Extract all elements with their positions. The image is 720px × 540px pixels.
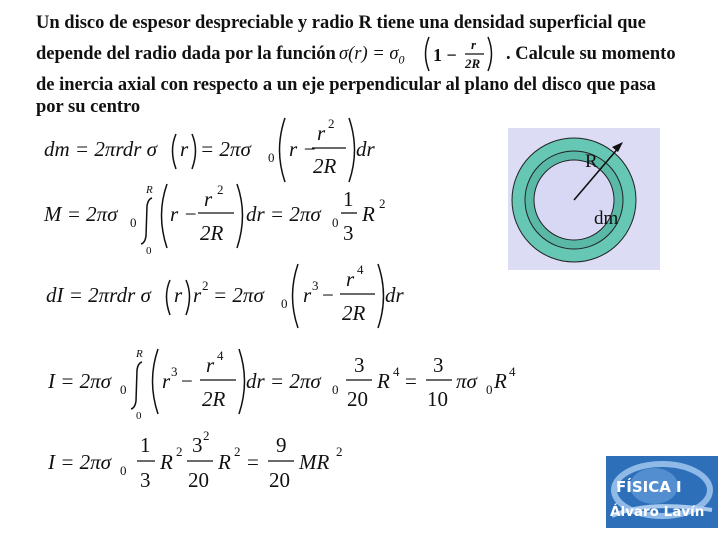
svg-text:R: R — [136, 348, 143, 360]
svg-text:= 2πσ: = 2πσ — [200, 137, 251, 161]
svg-text:2R: 2R — [342, 301, 366, 325]
svg-text:4: 4 — [217, 348, 224, 363]
svg-text:0: 0 — [332, 382, 339, 397]
problem-line-2-prefix: depende del radio dada por la función — [36, 44, 336, 64]
svg-text:2R: 2R — [465, 56, 481, 71]
svg-text:2R: 2R — [200, 221, 224, 245]
equation-mass — [43, 182, 386, 257]
svg-text:2: 2 — [379, 196, 386, 211]
svg-text:R: R — [494, 369, 507, 393]
svg-text:2: 2 — [176, 444, 183, 459]
svg-text:2: 2 — [336, 444, 343, 459]
svg-text:MR: MR — [299, 450, 330, 474]
svg-text:1 −: 1 − — [433, 45, 457, 65]
radius-label: R — [585, 151, 598, 172]
fisica-logo — [606, 456, 718, 528]
svg-text:2: 2 — [217, 182, 224, 197]
svg-text:3: 3 — [192, 433, 203, 457]
disk-diagram — [508, 128, 660, 270]
equation-inertia-integral — [47, 348, 516, 422]
svg-text:=: = — [247, 450, 259, 474]
svg-text:dr = 2πσ: dr = 2πσ — [246, 369, 321, 393]
problem-line-1: Un disco de espesor despreciable y radio R tiene una densidad superficial que — [36, 13, 646, 33]
svg-text:3: 3 — [433, 353, 444, 377]
svg-text:0: 0 — [120, 382, 127, 397]
svg-text:2R: 2R — [313, 154, 337, 178]
equation-dm — [44, 116, 376, 182]
svg-text:2: 2 — [234, 444, 241, 459]
svg-text:10: 10 — [427, 387, 448, 411]
svg-text:3: 3 — [171, 364, 178, 379]
svg-text:2: 2 — [328, 116, 335, 131]
svg-text:20: 20 — [188, 468, 209, 492]
svg-text:R: R — [362, 202, 375, 226]
svg-text:= 2πσ: = 2πσ — [213, 283, 264, 307]
svg-text:3: 3 — [343, 221, 354, 245]
svg-text:M = 2πσ: M = 2πσ — [44, 202, 118, 226]
svg-text:r: r — [204, 187, 213, 211]
svg-text:0: 0 — [146, 245, 152, 257]
equation-inertia-final — [47, 428, 343, 492]
svg-text:0: 0 — [281, 296, 288, 311]
svg-text:0: 0 — [120, 463, 127, 478]
svg-text:I = 2πσ: I = 2πσ — [48, 450, 112, 474]
svg-text:r: r — [162, 369, 171, 393]
svg-text:2: 2 — [203, 428, 210, 443]
svg-text:R: R — [146, 184, 153, 196]
svg-text:0: 0 — [268, 150, 275, 165]
svg-text:0: 0 — [130, 215, 137, 230]
svg-text:r: r — [303, 283, 312, 307]
problem-line-4: por su centro — [36, 97, 141, 117]
svg-text:r: r — [174, 283, 183, 307]
sigma-function: $\sigma(r) = \sigma_0$ — [339, 44, 405, 67]
svg-text:4: 4 — [393, 364, 400, 379]
logo-title: FÍSICA I — [616, 478, 682, 496]
svg-text:9: 9 — [276, 433, 287, 457]
svg-text:3: 3 — [312, 278, 319, 293]
svg-text:r: r — [206, 353, 215, 377]
svg-text:R: R — [377, 369, 390, 393]
svg-text:dr = 2πσ: dr = 2πσ — [246, 202, 321, 226]
svg-text:dr: dr — [385, 283, 404, 307]
svg-text:1: 1 — [343, 187, 354, 211]
svg-text:r: r — [346, 267, 355, 291]
svg-text:r: r — [471, 37, 477, 52]
svg-text:πσ: πσ — [456, 369, 477, 393]
svg-text:4: 4 — [357, 262, 364, 277]
svg-text:0: 0 — [486, 382, 493, 397]
svg-text:R: R — [160, 450, 173, 474]
svg-text:3: 3 — [354, 353, 365, 377]
svg-text:1: 1 — [140, 433, 151, 457]
svg-text:0: 0 — [332, 215, 339, 230]
equation-dI — [46, 262, 405, 328]
problem-line-3: de inercia axial con respecto a un eje perpendicular al plano del disco que pasa — [36, 75, 656, 95]
svg-text:r: r — [317, 121, 326, 145]
svg-text:r −: r − — [170, 202, 198, 226]
svg-text:=: = — [405, 369, 417, 393]
problem-line-2-suffix: . Calcule su momento — [506, 44, 676, 64]
svg-text:r: r — [193, 283, 202, 307]
svg-text:2: 2 — [202, 278, 209, 293]
logo-author: Álvaro Lavín — [610, 504, 705, 520]
dm-label: dm — [594, 208, 619, 229]
svg-text:20: 20 — [347, 387, 368, 411]
svg-text:−: − — [322, 283, 334, 307]
svg-text:I = 2πσ: I = 2πσ — [48, 369, 112, 393]
svg-text:R: R — [218, 450, 231, 474]
svg-text:dr: dr — [356, 137, 375, 161]
svg-text:2R: 2R — [202, 387, 226, 411]
svg-text:−: − — [181, 369, 193, 393]
svg-text:dm = 2πrdr σ: dm = 2πrdr σ — [44, 137, 158, 161]
svg-text:4: 4 — [509, 364, 516, 379]
svg-text:20: 20 — [269, 468, 290, 492]
svg-text:0: 0 — [136, 410, 142, 422]
svg-text:r: r — [180, 137, 189, 161]
svg-text:dI = 2πrdr σ: dI = 2πrdr σ — [46, 283, 151, 307]
svg-text:r −: r − — [289, 137, 317, 161]
svg-text:3: 3 — [140, 468, 151, 492]
